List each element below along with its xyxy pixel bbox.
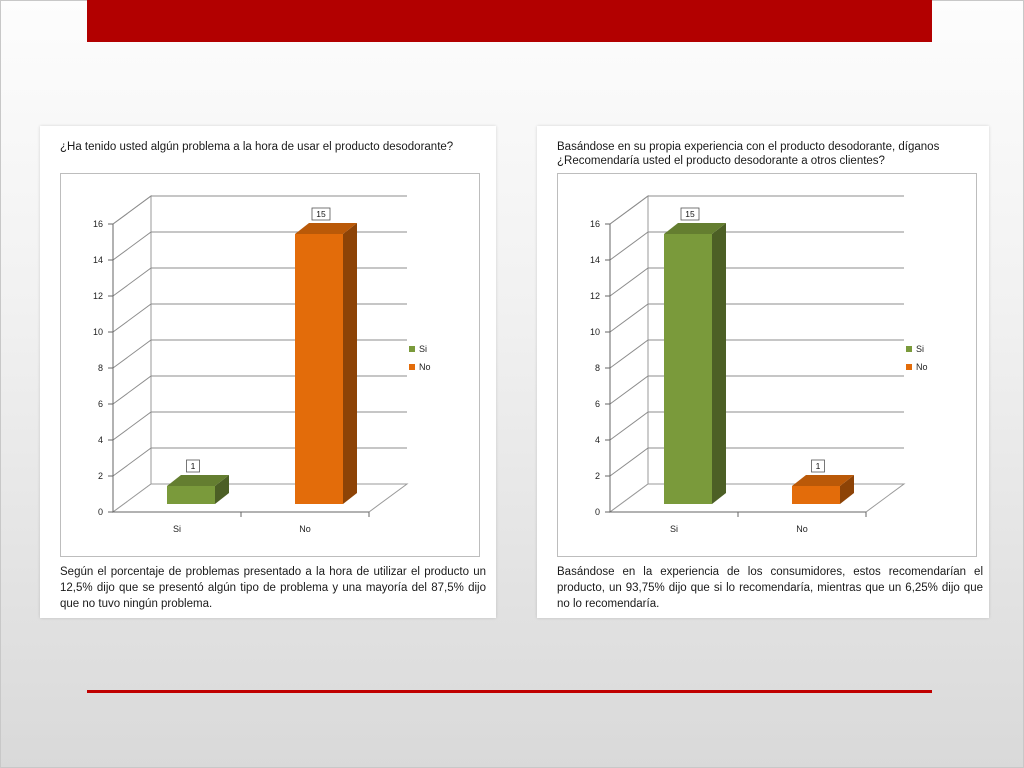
y-tick-label: 0 [594, 507, 600, 517]
right-chart [558, 174, 976, 556]
left-chart-frame [60, 173, 480, 557]
legend-label-no: No [916, 362, 928, 372]
data-label-no: 1 [815, 461, 821, 471]
data-label-si: 1 [190, 461, 196, 471]
y-tick-label: 2 [594, 471, 600, 481]
y-tick-label: 12 [92, 291, 103, 301]
gridline [113, 340, 407, 368]
gridline [610, 232, 904, 260]
category-label-si: Si [172, 524, 182, 534]
bar-no-front [295, 234, 343, 504]
gridline [113, 448, 407, 476]
legend-label-si: Si [419, 344, 428, 354]
gridline [610, 304, 904, 332]
bar-si-side [712, 223, 726, 504]
gridline [113, 412, 407, 440]
gridline [610, 448, 904, 476]
gridline [113, 196, 407, 224]
gridline [113, 232, 407, 260]
bar-si-front [664, 234, 712, 504]
y-tick-label: 4 [97, 435, 103, 445]
gridline [610, 376, 904, 404]
gridline [113, 376, 407, 404]
right-chart-frame [557, 173, 977, 557]
left-panel [40, 126, 496, 618]
gridline [610, 268, 904, 296]
right-question: Basándose en su propia experiencia con el producto desodorante, díganos ¿Recomendaría usted el producto desodorante a otros clientes? [557, 141, 940, 167]
legend-swatch-si [906, 346, 912, 352]
gridline [610, 340, 904, 368]
y-tick-label: 6 [97, 399, 103, 409]
y-tick-label: 16 [92, 219, 103, 229]
y-tick-label: 2 [97, 471, 103, 481]
chart-floor [113, 484, 407, 512]
y-tick-label: 12 [589, 291, 600, 301]
y-tick-label: 8 [594, 363, 600, 373]
y-tick-label: 0 [97, 507, 103, 517]
right-caption: Basándose en la experiencia de los consumidores, estos recomendarían el producto, un 93,75% dijo que si lo recomendaría, mientras que un 6,25% dijo que no lo recomendaría. [557, 566, 983, 610]
left-caption: Según el porcentaje de problemas presentado a la hora de utilizar el producto un 12,5% dijo que se presentó algún tipo de problema y una mayoría del 87,5% dijo que no tuvo ningún problema. [60, 566, 486, 610]
y-tick-label: 8 [97, 363, 103, 373]
data-label-no: 15 [316, 209, 326, 219]
right-panel [537, 126, 989, 618]
y-tick-label: 14 [589, 255, 600, 265]
bar-si-front [167, 486, 215, 504]
header-band [87, 0, 932, 42]
gridline [113, 268, 407, 296]
y-tick-label: 10 [92, 327, 103, 337]
chart-floor [610, 484, 904, 512]
y-tick-label: 16 [589, 219, 600, 229]
left-chart [61, 174, 479, 556]
category-label-si: Si [669, 524, 679, 534]
legend-swatch-si [409, 346, 415, 352]
legend-swatch-no [409, 364, 415, 370]
bar-no-front [792, 486, 840, 504]
gridline [610, 196, 904, 224]
left-question: ¿Ha tenido usted algún problema a la hora de usar el producto desodorante? [60, 141, 454, 153]
data-label-si: 15 [685, 209, 695, 219]
y-tick-label: 6 [594, 399, 600, 409]
legend-label-si: Si [916, 344, 925, 354]
y-tick-label: 4 [594, 435, 600, 445]
y-tick-label: 10 [589, 327, 600, 337]
legend-label-no: No [419, 362, 431, 372]
gridline [113, 304, 407, 332]
bar-no-side [343, 223, 357, 504]
gridline [610, 412, 904, 440]
footer-line [87, 690, 932, 693]
category-label-no: No [796, 524, 808, 534]
y-tick-label: 14 [92, 255, 103, 265]
category-label-no: No [299, 524, 311, 534]
legend-swatch-no [906, 364, 912, 370]
